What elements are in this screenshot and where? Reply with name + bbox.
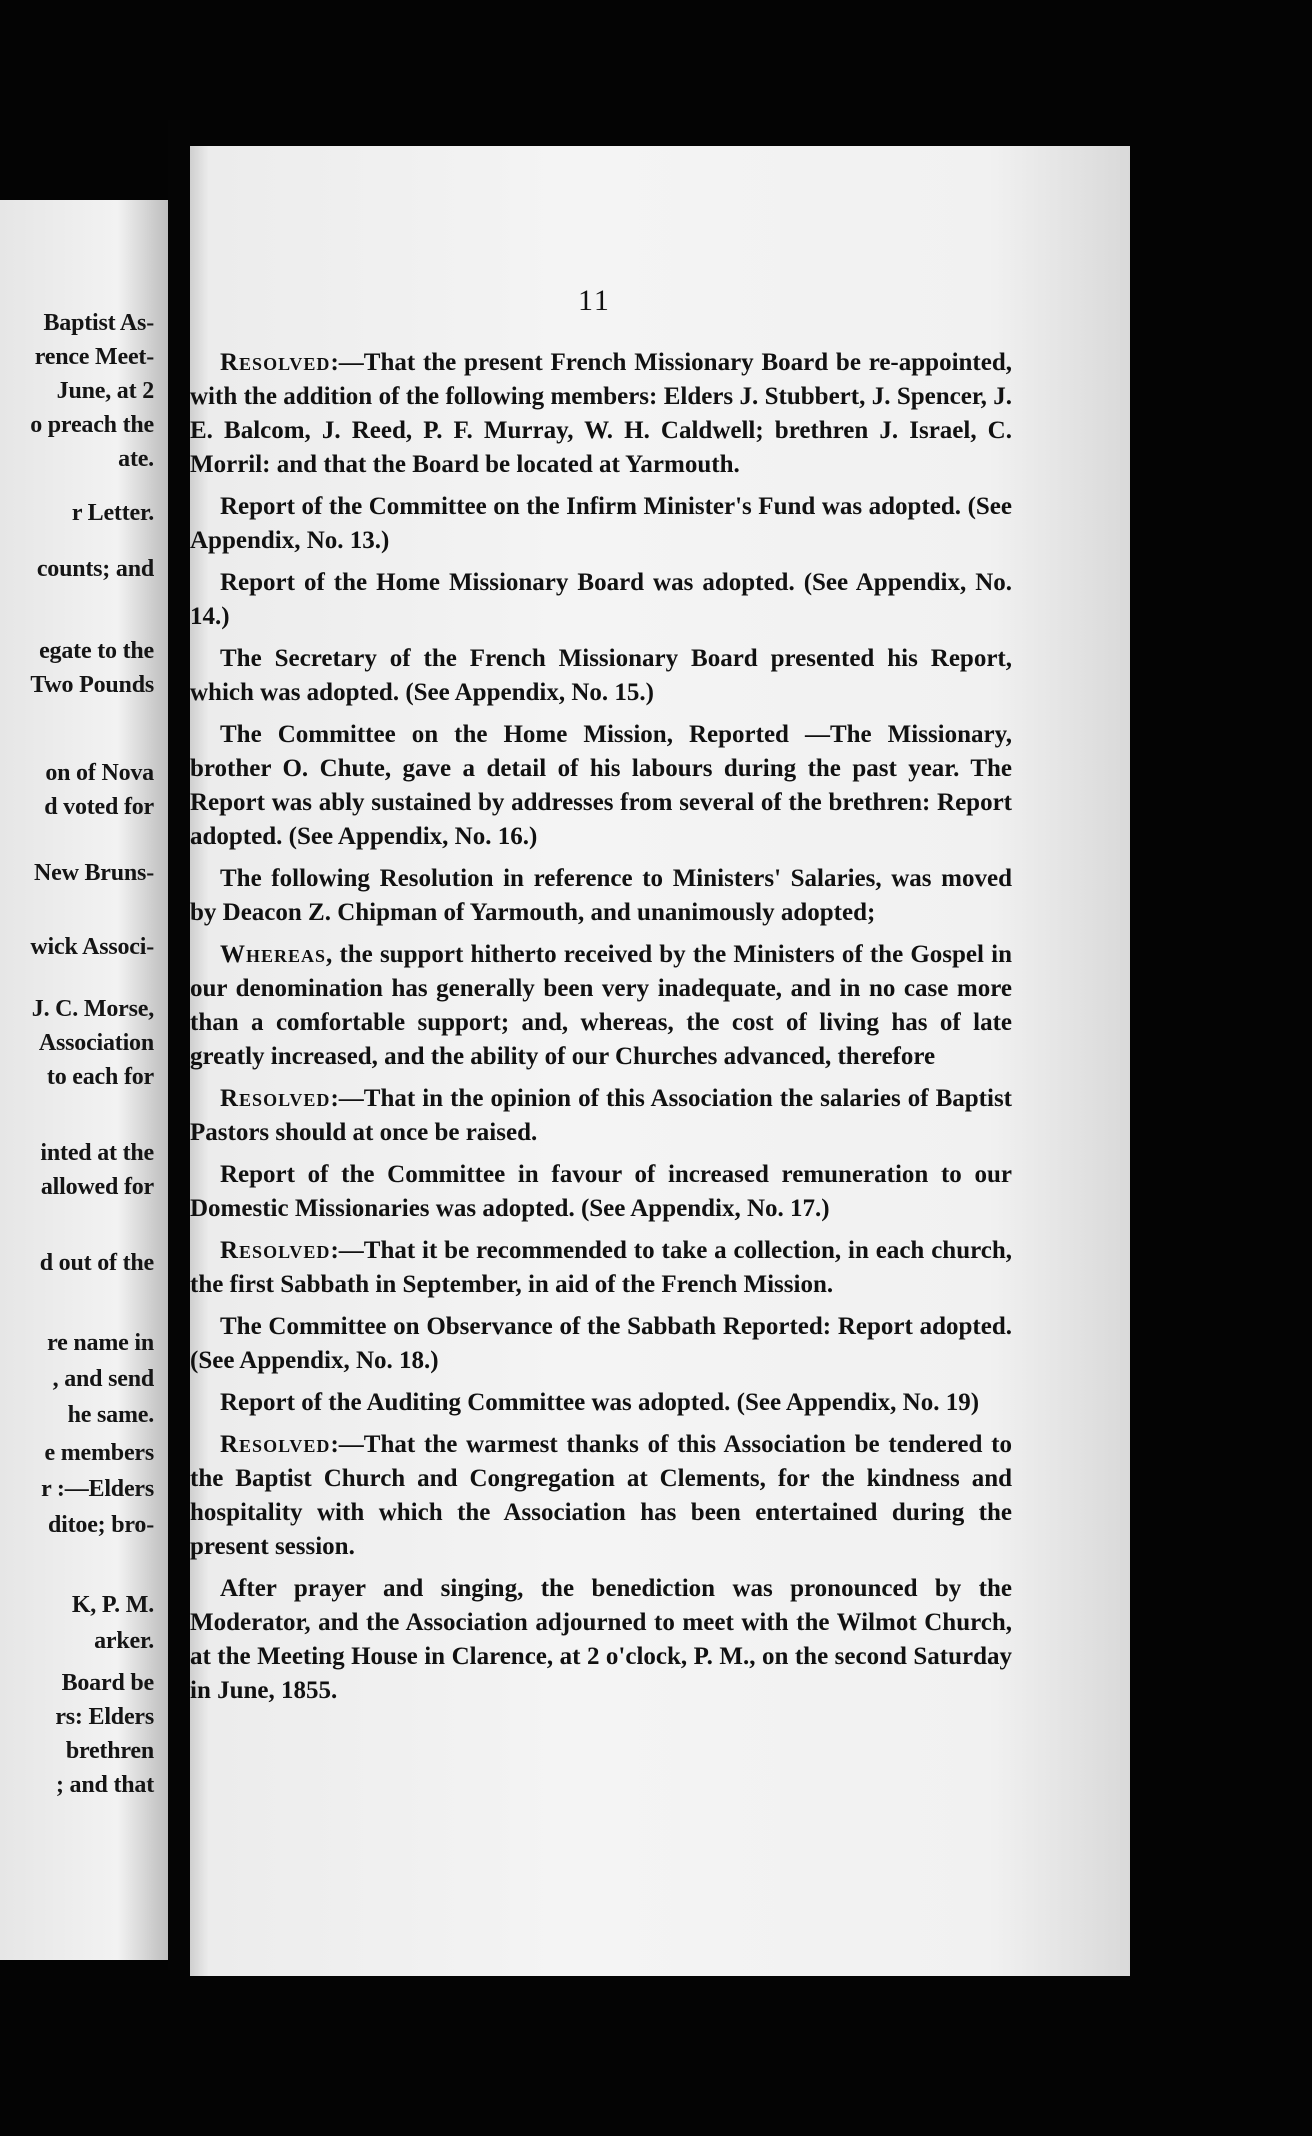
left-page-line: d voted for bbox=[44, 794, 154, 820]
paragraph bbox=[190, 1386, 1012, 1420]
left-page-line: J. C. Morse, bbox=[31, 996, 154, 1022]
left-page-line: Two Pounds bbox=[30, 672, 154, 698]
paragraph-lead: Resolved bbox=[220, 349, 331, 376]
left-page-line: counts; and bbox=[36, 556, 154, 582]
left-page-line: o preach the bbox=[30, 412, 154, 438]
paragraph-lead: Resolved bbox=[220, 1237, 331, 1264]
paragraph-body: , the support hitherto received by the Ministers of the Gospel in our denomination has generally been very inadequate, and in no case more than a comfortable support; and, whereas, the cost of living has of late greatly increased, and the ability of our Churches advanced, therefore bbox=[190, 941, 1012, 1070]
left-page-line: d out of the bbox=[39, 1250, 154, 1276]
paragraph bbox=[190, 1572, 1012, 1708]
left-page-line: ; and that bbox=[55, 1772, 154, 1798]
paragraph bbox=[190, 1158, 1012, 1226]
paragraph-body: :—That in the opinion of this Association the salaries of Baptist Pastors should at once be raised. bbox=[190, 1085, 1012, 1146]
paragraph-body: After prayer and singing, the benediction was pronounced by the Moderator, and the Association adjourned to meet with the Wilmot Church, at the Meeting House in Clarence, at 2 o'clock, P. M., on the second Saturday in June, 1855. bbox=[190, 1575, 1012, 1704]
left-page-line: egate to the bbox=[39, 638, 154, 664]
paragraph-body: :—That the present French Missionary Board be re-appointed, with the addition of the following members: Elders J. Stubbert, J. Spencer, J. E. Balcom, J. Reed, P. F. Murray, W. H. Caldwell; brethren J. Israel, C. Morril: and that the Board be located at Yarmouth. bbox=[190, 349, 1012, 478]
left-page-line: he same. bbox=[67, 1402, 154, 1428]
left-page-line: , and send bbox=[52, 1366, 154, 1392]
paragraph bbox=[190, 938, 1012, 1074]
paragraph-body: :—That the warmest thanks of this Association be tendered to the Baptist Church and Congregation at Clements, for the kindness and hospitality with which the Association has been entertained during the present session. bbox=[190, 1431, 1012, 1560]
page-number: 11 bbox=[578, 284, 611, 317]
paragraph-body: The Committee on Observance of the Sabbath Reported: Report adopted. (See Appendix, No. 18.) bbox=[190, 1313, 1012, 1374]
left-page-line: r Letter. bbox=[71, 500, 154, 526]
paragraph bbox=[190, 1082, 1012, 1150]
left-page-line: allowed for bbox=[40, 1174, 154, 1200]
paragraph-body: The Committee on the Home Mission, Reported —The Missionary, brother O. Chute, gave a detail of his labours during the past year. The Report was ably sustained by addresses from several of the brethren: Report adopted. (See Appendix, No. 16.) bbox=[190, 721, 1012, 850]
paragraph-body: Report of the Home Missionary Board was adopted. (See Appendix, No. 14.) bbox=[190, 569, 1012, 630]
paragraph bbox=[190, 346, 1012, 482]
paragraph bbox=[190, 1234, 1012, 1302]
left-page-line: Baptist As- bbox=[43, 310, 154, 336]
left-page-line: Board be bbox=[61, 1670, 154, 1696]
paragraph-body: Report of the Auditing Committee was adopted. (See Appendix, No. 19) bbox=[220, 1389, 980, 1416]
paragraph-body: Report of the Committee on the Infirm Minister's Fund was adopted. (See Appendix, No. 13.) bbox=[190, 493, 1012, 554]
left-page-line: June, at 2 bbox=[56, 378, 154, 404]
left-page-line: brethren bbox=[65, 1738, 154, 1764]
paragraph bbox=[190, 718, 1012, 854]
paragraph bbox=[190, 490, 1012, 558]
paragraph bbox=[190, 1428, 1012, 1564]
left-page-line: to each for bbox=[46, 1064, 154, 1090]
left-page-line: rs: Elders bbox=[55, 1704, 154, 1730]
paragraph-body: The following Resolution in reference to Ministers' Salaries, was moved by Deacon Z. Chipman of Yarmouth, and unanimously adopted; bbox=[190, 865, 1012, 926]
left-page-line: on of Nova bbox=[45, 760, 154, 786]
paragraph-body: :—That it be recommended to take a collection, in each church, the first Sabbath in September, in aid of the French Mission. bbox=[190, 1237, 1012, 1298]
paragraph-body: The Secretary of the French Missionary Board presented his Report, which was adopted. (See Appendix, No. 15.) bbox=[190, 645, 1012, 706]
left-page-line: ate. bbox=[118, 446, 154, 472]
left-page-line: ditoe; bro- bbox=[47, 1512, 154, 1538]
left-page-fragment bbox=[0, 200, 168, 1960]
left-page-line: Association bbox=[38, 1030, 154, 1056]
left-page-line: r :—Elders bbox=[41, 1476, 154, 1502]
left-page-line: wick Associ- bbox=[30, 934, 154, 960]
left-page-line: inted at the bbox=[40, 1140, 154, 1166]
left-page-line: K, P. M. bbox=[71, 1592, 154, 1618]
left-page-line: rence Meet- bbox=[34, 344, 154, 370]
right-page bbox=[190, 146, 1130, 1976]
page-text bbox=[190, 346, 1012, 1716]
paragraph-lead: Resolved bbox=[220, 1085, 331, 1112]
left-page-line: e members bbox=[44, 1440, 154, 1466]
left-page-line: re name in bbox=[47, 1330, 154, 1356]
paragraph-body: Report of the Committee in favour of increased remuneration to our Domestic Missionaries was adopted. (See Appendix, No. 17.) bbox=[190, 1161, 1012, 1222]
left-page-line: New Bruns- bbox=[33, 860, 154, 886]
page-gutter bbox=[168, 120, 190, 1970]
paragraph bbox=[190, 862, 1012, 930]
paragraph bbox=[190, 566, 1012, 634]
paragraph bbox=[190, 642, 1012, 710]
paragraph bbox=[190, 1310, 1012, 1378]
paragraph-lead: Resolved bbox=[220, 1431, 331, 1458]
paragraph-lead: Whereas bbox=[220, 941, 327, 968]
left-page-line: arker. bbox=[94, 1628, 154, 1654]
